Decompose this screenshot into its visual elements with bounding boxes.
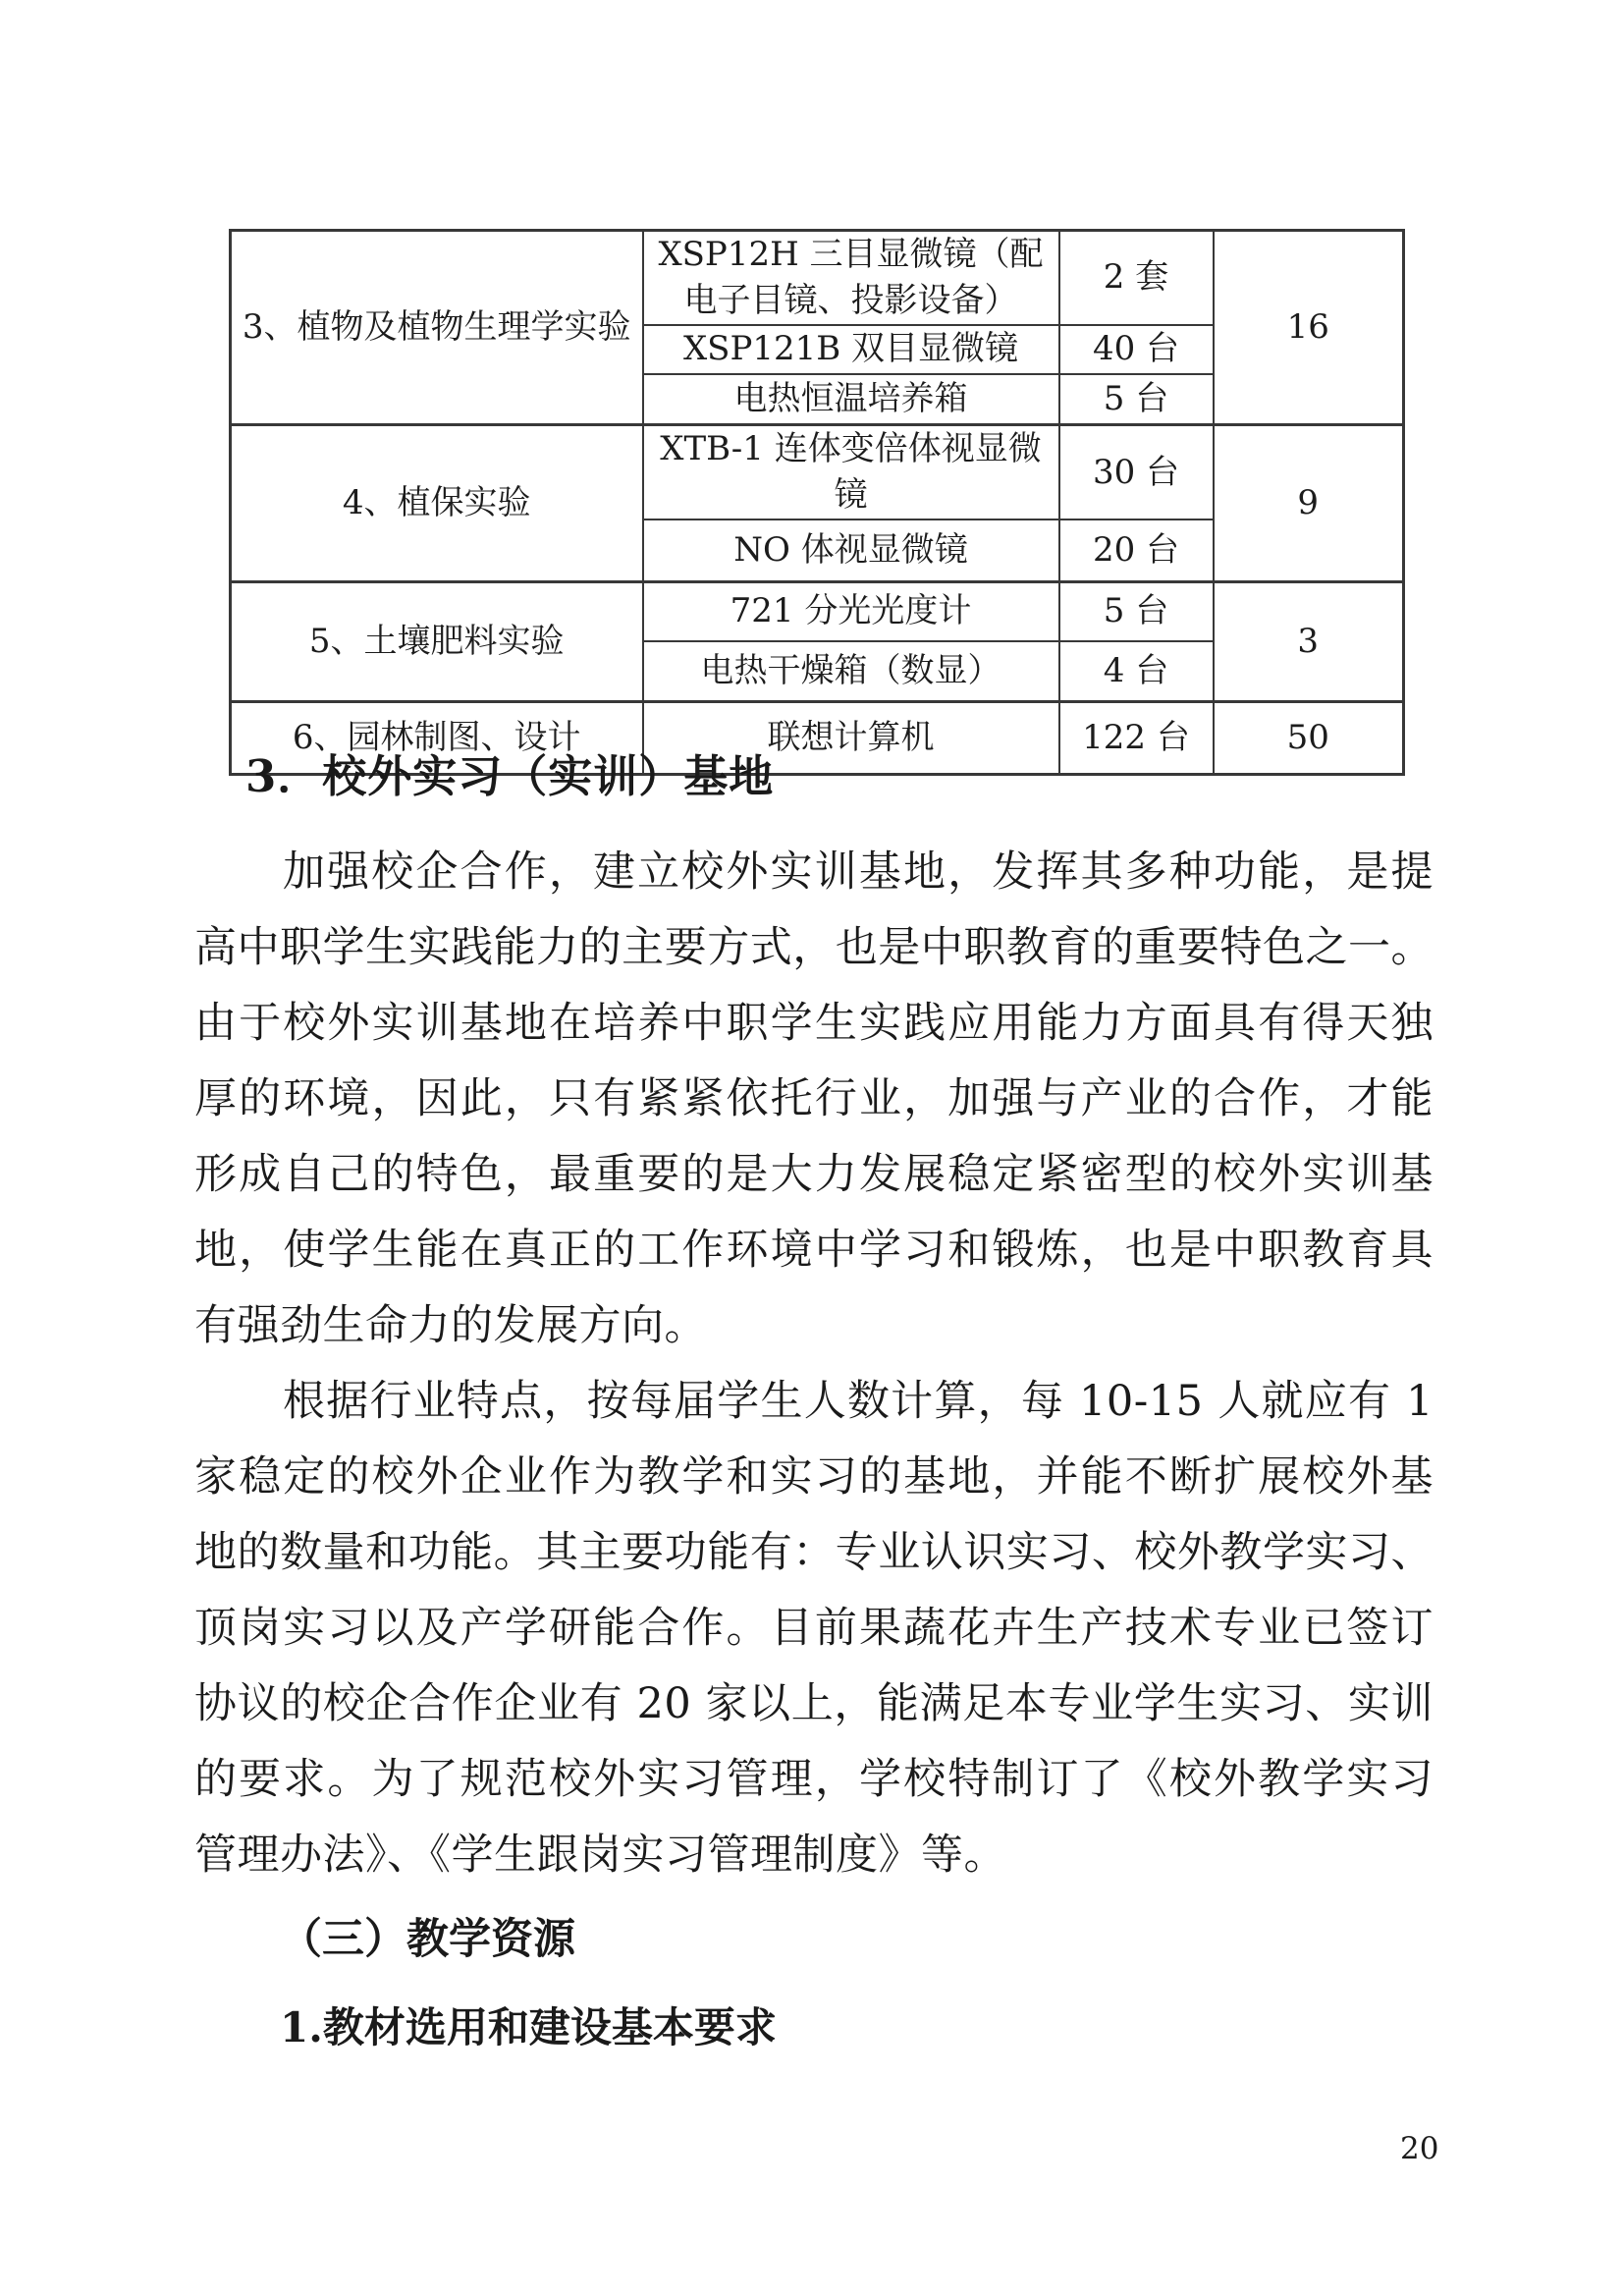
- paragraph-line: 厚的环境，因此，只有紧紧依托行业，加强与产业的合作，才能: [194, 1074, 1434, 1123]
- equipment-cell: 联想计算机: [643, 701, 1059, 774]
- paragraph-line: 加强校企合作，建立校外实训基地，发挥其多种功能，是提: [283, 847, 1434, 897]
- paragraph-line: 地，使学生能在真正的工作环境中学习和锻炼，也是中职教育具: [194, 1226, 1434, 1275]
- experiment-name-cell: 5、土壤肥料实验: [231, 581, 643, 701]
- paragraph-line: 高中职学生实践能力的主要方式，也是中职教育的重要特色之一。: [194, 923, 1434, 972]
- equipment-cell: XTB-1 连体变倍体视显微镜: [643, 425, 1059, 519]
- quantity-cell: 40 台: [1059, 325, 1214, 374]
- seats-cell: 16: [1214, 231, 1404, 425]
- table-row: [231, 581, 1404, 641]
- quantity-cell: 2 套: [1059, 231, 1214, 325]
- quantity-cell: 122 台: [1059, 701, 1214, 774]
- equipment-cell: 电热恒温培养箱: [643, 374, 1059, 425]
- body-text: [194, 835, 1434, 1893]
- experiment-name-cell: 3、植物及植物生理学实验: [231, 231, 643, 425]
- quantity-cell: 30 台: [1059, 425, 1214, 519]
- equipment-cell: 电热干燥箱（数显）: [643, 641, 1059, 701]
- equipment-cell: XSP121B 双目显微镜: [643, 325, 1059, 374]
- equipment-table: [229, 229, 1405, 776]
- paragraph-line: 顶岗实习以及产学研能合作。目前果蔬花卉生产技术专业已签订: [194, 1604, 1434, 1653]
- page-number: 20: [1400, 2131, 1439, 2166]
- section-heading-textbook-requirements: 1.教材选用和建设基本要求: [280, 2003, 777, 2051]
- section-heading-offcampus-base: 3．校外实习（实训）基地: [245, 750, 775, 802]
- quantity-cell: 5 台: [1059, 581, 1214, 641]
- table-row: [231, 425, 1404, 519]
- quantity-cell: 4 台: [1059, 641, 1214, 701]
- experiment-name-cell: 4、植保实验: [231, 425, 643, 581]
- paragraph-line: 家稳定的校外企业作为教学和实习的基地，并能不断扩展校外基: [194, 1452, 1434, 1502]
- paragraph-line: 由于校外实训基地在培养中职学生实践应用能力方面具有得天独: [194, 999, 1434, 1048]
- paragraph-line: 形成自己的特色，最重要的是大力发展稳定紧密型的校外实训基: [194, 1150, 1434, 1199]
- experiment-name-cell: 6、园林制图、设计: [231, 701, 643, 774]
- paragraph-line: 根据行业特点，按每届学生人数计算，每 10-15 人就应有 1: [283, 1377, 1434, 1426]
- paragraph-line: 管理办法》、《学生跟岗实习管理制度》等。: [194, 1831, 1006, 1880]
- quantity-cell: 5 台: [1059, 374, 1214, 425]
- paragraph-line: 有强劲生命力的发展方向。: [194, 1301, 707, 1350]
- section-heading-teaching-resources: （三）教学资源: [280, 1915, 575, 1964]
- paragraph-line: 地的数量和功能。其主要功能有：专业认识实习、校外教学实习、: [194, 1528, 1434, 1577]
- equipment-cell: NO 体视显微镜: [643, 519, 1059, 581]
- seats-cell: 3: [1214, 581, 1404, 701]
- equipment-cell: 721 分光光度计: [643, 581, 1059, 641]
- seats-cell: 50: [1214, 701, 1404, 774]
- quantity-cell: 20 台: [1059, 519, 1214, 581]
- table-row: [231, 231, 1404, 325]
- paragraph-line: 协议的校企合作企业有 20 家以上，能满足本专业学生实习、实训: [194, 1679, 1434, 1728]
- seats-cell: 9: [1214, 425, 1404, 581]
- equipment-cell: XSP12H 三目显微镜（配电子目镜、投影设备）: [643, 231, 1059, 325]
- paragraph-line: 的要求。为了规范校外实习管理，学校特制订了《校外教学实习: [194, 1755, 1434, 1804]
